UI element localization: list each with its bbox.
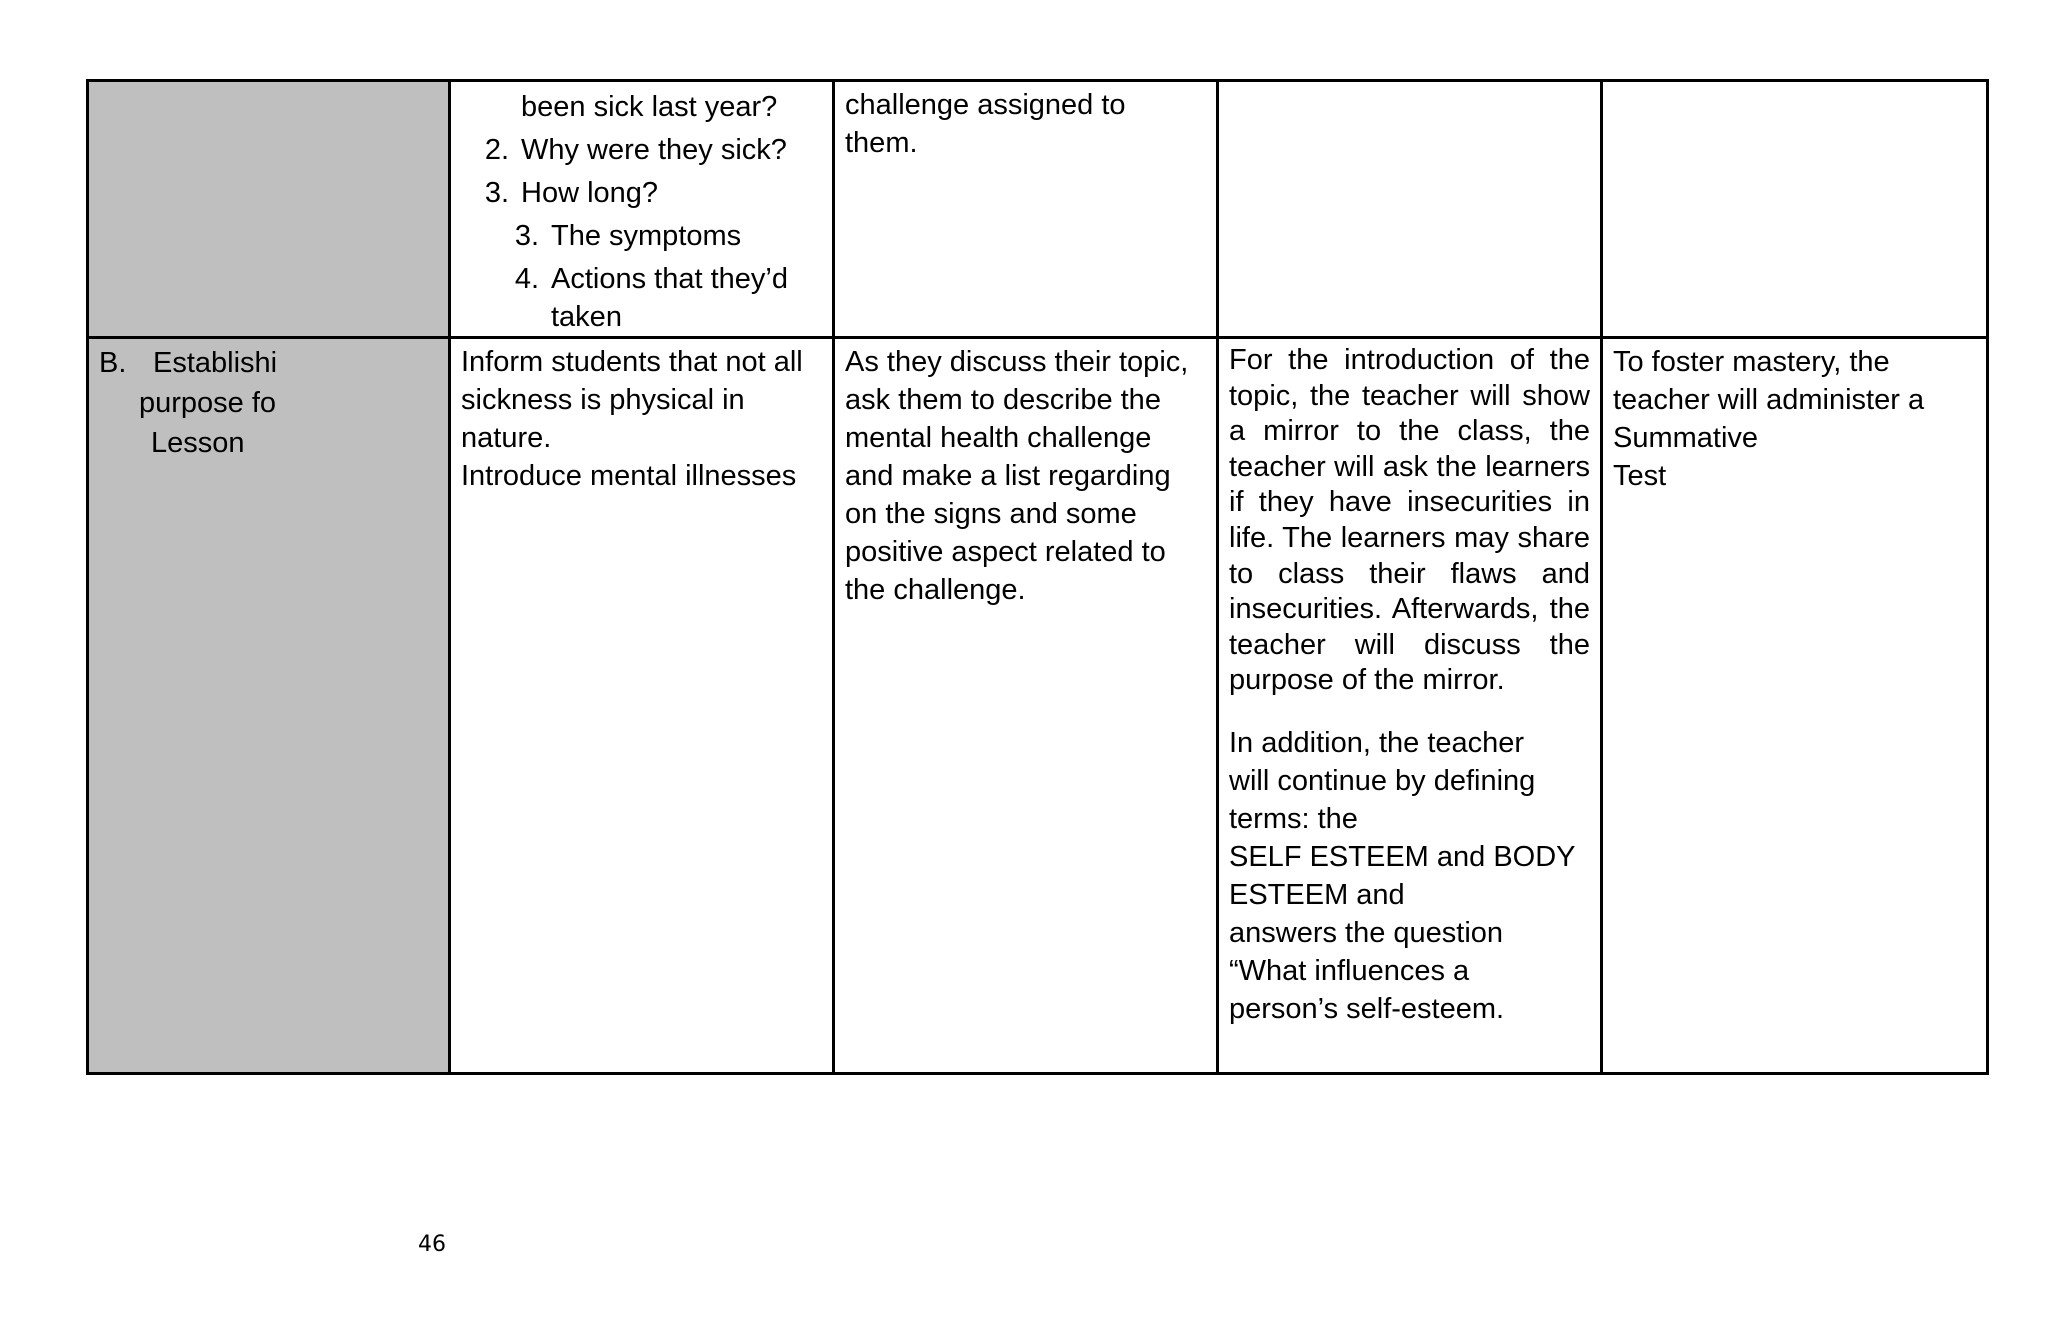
page-number: 46 [418,1232,446,1257]
list-item [461,131,822,169]
text-line: In addition, the teacher [1229,726,1525,759]
empty-cell [1602,81,1988,338]
lesson-plan-table [86,79,1989,1075]
text-line: ESTEEM and [1229,878,1405,911]
section-letter: B. [99,347,127,379]
list-text: How long? [521,177,659,209]
list-text-continuation: taken [551,301,622,333]
activities-cell [834,338,1218,1074]
text-line: challenge assigned to [845,89,1126,121]
paragraph: As they discuss their topic, ask them to describe the mental health challenge and make a list regarding on the signs and some positive aspect related to the challenge. [845,346,1189,606]
activities-cell [834,81,1218,338]
list-text-line: Actions that they’d [551,263,788,295]
list-number: 3. [514,220,539,252]
text-line: answers the question [1229,916,1504,949]
table-row [88,81,1988,338]
paragraph: Introduce mental illnesses [461,460,797,492]
list-number: 4. [514,263,539,295]
list-text [551,260,822,336]
text-line: Test [1613,460,1667,492]
shaded-label-cell [88,338,450,1074]
text-line: person’s self-esteem. [1229,992,1505,1025]
section-label-line [99,343,438,383]
text-line: SELF ESTEEM and BODY [1229,840,1576,873]
table-row [88,338,1988,1074]
list-item [461,174,822,212]
section-label-line: Lesson [151,427,245,459]
list-item [461,260,822,336]
text-line: “What influences a [1229,954,1470,987]
list-number: 2. [484,134,509,166]
paragraph: Inform students that not all sickness is physical in nature. [461,346,803,454]
text-line: terms: the [1229,802,1358,835]
list-item [461,217,822,255]
shaded-label-cell [88,81,450,338]
section-label-line: purpose fo [139,387,277,419]
list-number: 3. [484,177,509,209]
text-line: teacher will administer a [1613,384,1925,416]
section-label-text: Establishi [153,347,278,379]
paragraph [1229,724,1590,1028]
empty-cell [1218,81,1602,338]
assessment-cell [1602,338,1988,1074]
text-line: will continue by defining [1229,764,1536,797]
teacher-activity-cell [1218,338,1602,1074]
section-label [99,343,438,463]
paragraph: For the introduction of the topic, the teacher will show a mirror to the class, the teacher will ask the learners if they have insecurities in life. The learners may share to class their flaws and insecurities. Afterwards, the teacher will discuss the purpose of the mirror. [1229,344,1590,697]
questions-cell [450,81,834,338]
content-cell [450,338,834,1074]
text-line: Summative [1613,422,1759,454]
list-text: Why were they sick? [521,134,787,166]
list-text: The symptoms [551,220,742,252]
text-line: them. [845,127,918,159]
text-line: To foster mastery, the [1613,346,1890,378]
continued-question-line: been sick last year? [521,91,778,123]
justified-block [1229,343,1590,699]
